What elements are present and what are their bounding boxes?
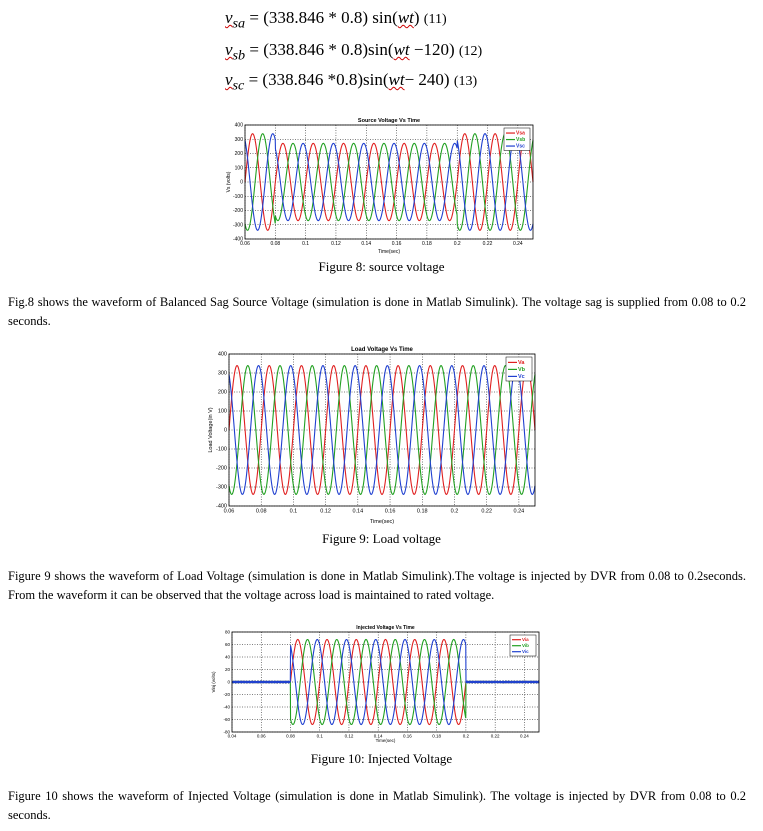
eq-tail: −120) <box>409 40 455 59</box>
x-tick-label: 0.22 <box>481 508 493 515</box>
eq-rhs: = (338.846 * 0.8) sin( <box>245 8 398 27</box>
equation-11 <box>225 8 447 32</box>
x-tick-label: 0.04 <box>227 733 237 739</box>
x-tick-label: 0.08 <box>286 733 295 739</box>
x-tick-label: 0.1 <box>289 508 298 515</box>
y-tick-label: 300 <box>234 136 243 143</box>
equation-number: (11) <box>423 12 447 27</box>
legend-label: Va <box>518 359 525 366</box>
figure-9-paragraph: Figure 9 shows the waveform of Load Voltage (simulation is done in Matlab Simulink).The voltage is injected by DVR from 0.08 to 0.2seconds. From the waveform it can be observed that the voltage across load is maintained to rated voltage. <box>8 569 746 602</box>
eq-arg: wt <box>397 8 414 27</box>
x-tick-label: 0.24 <box>513 508 525 515</box>
x-tick-label: 0.2 <box>450 508 459 515</box>
y-tick-label: 0 <box>240 179 243 186</box>
y-tick-label: 200 <box>234 151 243 157</box>
legend-label: Via <box>522 637 529 643</box>
x-tick-label: 0.1 <box>316 733 323 739</box>
x-tick-label: 0.06 <box>223 508 235 515</box>
eq-arg: wt <box>388 70 405 89</box>
y-axis-label: Vs (volts) <box>226 171 232 193</box>
x-tick-label: 0.18 <box>422 241 432 247</box>
eq-lhs: $v_{sc}$ <box>225 70 245 94</box>
x-tick-label: 0.12 <box>331 241 341 247</box>
eq-rhs: = (338.846 *0.8)sin( <box>244 70 389 89</box>
chart-title: Injected Voltage Vs Time <box>356 625 415 631</box>
figure-9-chart <box>207 340 539 525</box>
x-axis-label: Time(sec) <box>375 738 396 743</box>
y-tick-label: -300 <box>232 222 243 229</box>
legend-label: Vsa <box>516 130 525 137</box>
x-tick-label: 0.12 <box>344 733 354 739</box>
equation-number: (13) <box>453 74 478 89</box>
x-tick-label: 0.08 <box>270 241 281 247</box>
y-tick-label: -400 <box>232 236 243 243</box>
equation-12 <box>225 40 482 64</box>
y-tick-label: -200 <box>215 465 227 472</box>
y-tick-label: 200 <box>217 389 227 396</box>
y-tick-label: -100 <box>232 193 243 200</box>
x-tick-label: 0.16 <box>403 733 412 739</box>
x-tick-label: 0.22 <box>490 733 500 739</box>
legend-label: Vsc <box>516 143 525 150</box>
x-tick-label: 0.08 <box>255 508 267 515</box>
chart-title: Load Voltage Vs Time <box>351 347 413 353</box>
eq-lhs: $v_{sb}$ <box>225 40 246 64</box>
x-tick-label: 0.16 <box>384 508 396 515</box>
y-tick-label: 0 <box>223 427 227 434</box>
y-tick-label: -60 <box>223 717 230 722</box>
y-tick-label: 400 <box>234 122 243 129</box>
eq-rhs: = (338.846 * 0.8)sin( <box>245 40 394 59</box>
y-tick-label: 60 <box>224 642 230 647</box>
figure-10-paragraph: Figure 10 shows the waveform of Injected Voltage (simulation is done in Matlab Simulink). The voltage is injected by DVR from 0.08 to 0.2 seconds. <box>8 789 746 822</box>
figure-8-chart <box>225 113 537 255</box>
x-tick-label: 0.14 <box>352 508 364 515</box>
legend-label: Vc <box>518 373 525 380</box>
figure-10-caption: Figure 10: Injected Voltage <box>310 751 453 766</box>
eq-lhs: $v_{sa}$ <box>225 8 246 32</box>
x-tick-label: 0.18 <box>416 508 428 515</box>
y-axis-label: Vinj (volts) <box>211 671 216 693</box>
eq-tail: ) <box>413 8 420 27</box>
x-tick-label: 0.2 <box>462 733 470 739</box>
figure-10-chart <box>210 624 543 744</box>
figure-8-paragraph: Fig.8 shows the waveform of Balanced Sag Source Voltage (simulation is done in Matlab Simulink). The voltage sag is supplied from 0.08 to 0.2 seconds. <box>8 295 746 328</box>
legend-label: Vic <box>522 649 529 655</box>
x-tick-label: 0.06 <box>240 241 250 247</box>
equation-13 <box>225 70 477 94</box>
y-tick-label: -300 <box>215 484 227 491</box>
y-tick-label: 400 <box>217 351 227 358</box>
x-tick-label: 0.14 <box>373 733 383 739</box>
y-tick-label: -80 <box>223 729 230 735</box>
chart-background <box>210 624 543 744</box>
legend-label: Vib <box>522 643 529 649</box>
y-tick-label: 0 <box>227 679 230 685</box>
x-tick-label: 0.06 <box>256 733 266 739</box>
y-tick-label: -200 <box>232 208 243 214</box>
figure-9-caption: Figure 9: Load voltage <box>322 531 441 546</box>
x-tick-label: 0.12 <box>320 508 331 515</box>
y-tick-label: -100 <box>215 446 227 453</box>
equation-number: (12) <box>458 44 483 59</box>
y-tick-label: -40 <box>223 704 230 710</box>
y-tick-label: 100 <box>234 165 243 172</box>
eq-tail: − 240) <box>404 70 450 89</box>
y-tick-label: 300 <box>217 370 227 377</box>
x-tick-label: 0.14 <box>361 241 372 247</box>
x-tick-label: 0.18 <box>432 733 442 739</box>
x-tick-label: 0.1 <box>302 241 310 247</box>
y-tick-label: 80 <box>224 629 230 635</box>
x-tick-label: 0.24 <box>512 241 523 247</box>
chart-title: Source Voltage Vs Time <box>357 118 421 124</box>
y-axis-label: Load Voltage(in V) <box>208 407 214 453</box>
y-tick-label: 40 <box>224 654 230 660</box>
figure-8-caption: Figure 8: source voltage <box>318 259 445 274</box>
legend-label: Vb <box>518 366 526 373</box>
x-tick-label: 0.2 <box>453 241 461 247</box>
x-tick-label: 0.22 <box>482 241 493 247</box>
x-axis-label: Time(sec) <box>369 519 395 525</box>
x-axis-label: Time(sec) <box>377 249 401 255</box>
legend-label: Vsb <box>516 137 526 144</box>
x-tick-label: 0.16 <box>391 241 402 247</box>
y-tick-label: -20 <box>223 692 230 697</box>
eq-arg: wt <box>393 40 410 59</box>
y-tick-label: 100 <box>217 408 227 415</box>
x-tick-label: 0.24 <box>519 733 529 739</box>
y-tick-label: -400 <box>215 503 227 510</box>
y-tick-label: 20 <box>224 667 230 672</box>
